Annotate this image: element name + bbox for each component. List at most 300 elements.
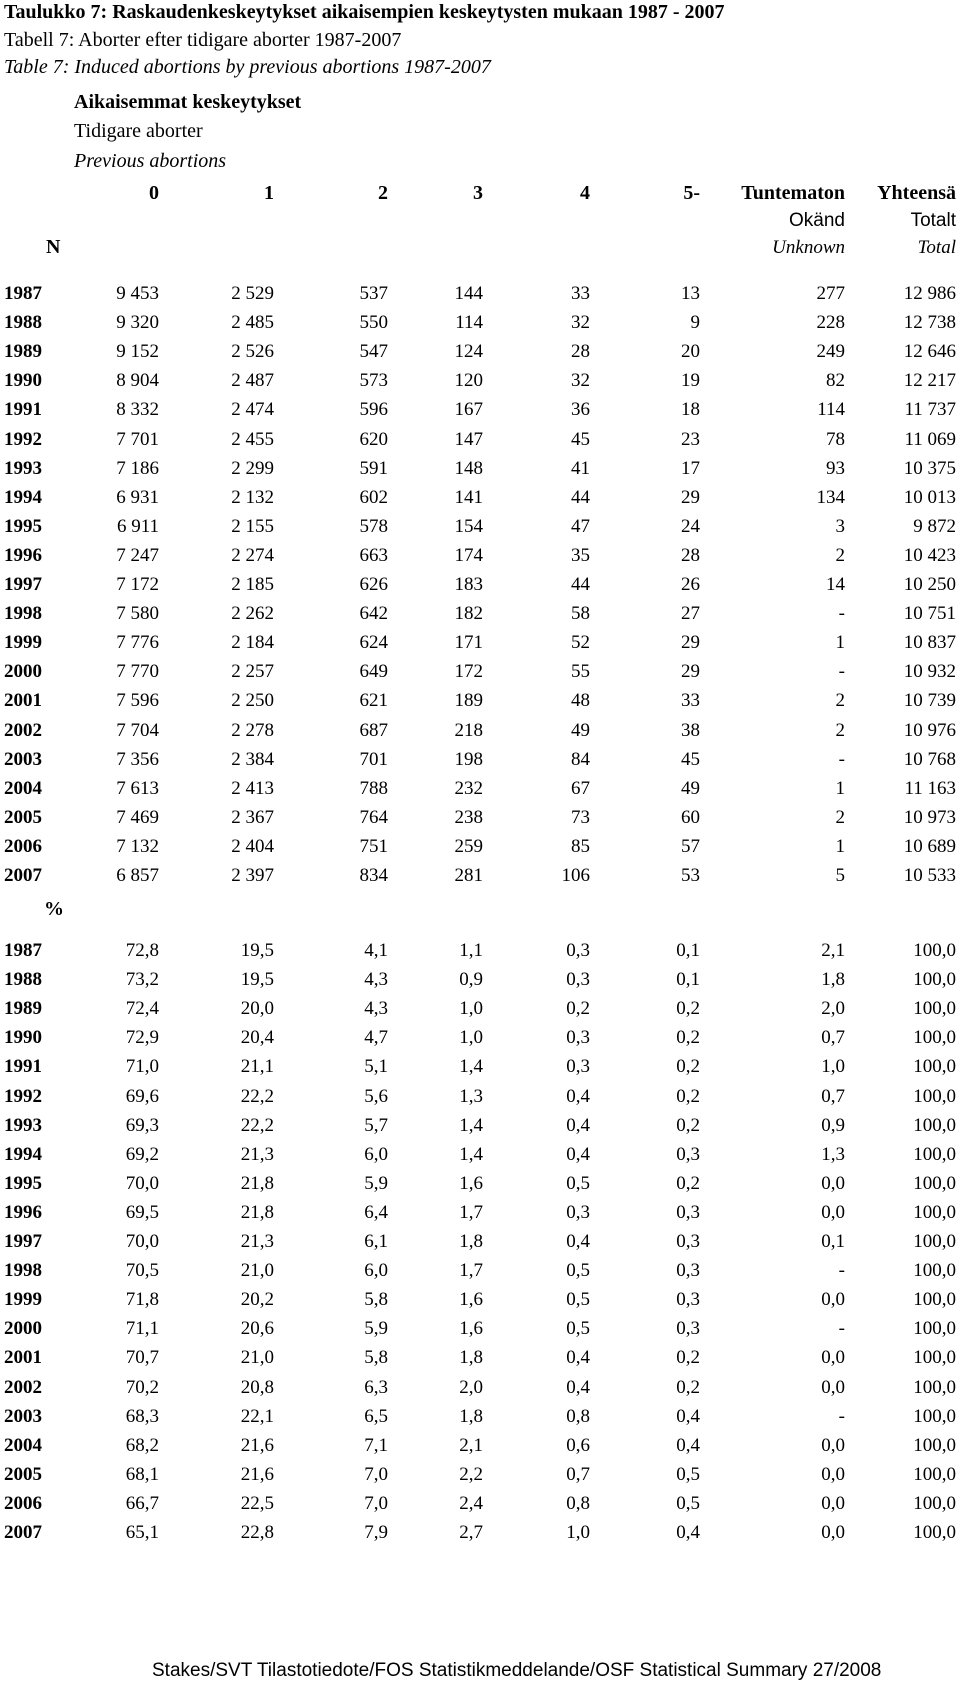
value-cell: 19,5 (240, 969, 274, 991)
year-cell: 1989 (4, 341, 42, 363)
value-cell: 277 (816, 283, 845, 304)
value-cell: 2,0 (459, 1376, 483, 1398)
value-cell: 41 (571, 457, 590, 479)
value-cell: 2 413 (231, 777, 274, 799)
table-row (0, 1347, 960, 1376)
value-cell: 69,5 (125, 1201, 159, 1223)
value-cell: 134 (816, 486, 845, 508)
table-row (0, 399, 960, 428)
value-cell: 52 (571, 632, 590, 654)
value-cell: - (838, 1260, 845, 1282)
value-cell: 7 776 (116, 632, 159, 654)
value-cell: 100,0 (913, 1376, 956, 1398)
table-row (0, 1056, 960, 1085)
year-cell: 1999 (4, 632, 42, 654)
value-cell: 198 (454, 748, 483, 770)
value-cell: 100,0 (913, 1260, 956, 1282)
value-cell: 7 580 (116, 603, 159, 625)
value-cell: 0,3 (566, 940, 590, 961)
year-cell: 2002 (4, 1376, 42, 1398)
value-cell: 9 (690, 312, 700, 334)
value-cell: 5 (835, 865, 845, 886)
year-cell: 1991 (4, 1056, 42, 1078)
year-cell: 1992 (4, 1085, 42, 1107)
value-cell: 6,1 (364, 1231, 388, 1252)
year-cell: 1988 (4, 969, 42, 991)
column-subheader-en (0, 237, 960, 265)
value-cell: 12 986 (903, 283, 956, 304)
value-cell: 49 (681, 777, 700, 799)
value-cell: 0,2 (676, 1114, 700, 1136)
column-header: 0 (149, 182, 159, 204)
value-cell: 0,3 (566, 1027, 590, 1049)
value-cell: 2 474 (231, 399, 274, 421)
value-cell: 69,3 (125, 1114, 159, 1136)
value-cell: 70,0 (125, 1231, 159, 1252)
value-cell: 0,7 (821, 1027, 845, 1049)
value-cell: 2,0 (821, 998, 845, 1020)
value-cell: 7,1 (364, 1434, 388, 1456)
value-cell: 0,2 (566, 998, 590, 1020)
value-cell: 2 (835, 690, 845, 712)
year-cell: 2006 (4, 1492, 42, 1514)
value-cell: 537 (359, 283, 388, 304)
value-cell: 174 (454, 544, 483, 566)
value-cell: 49 (571, 719, 590, 741)
table-row (0, 1086, 960, 1115)
value-cell: 2 (835, 806, 845, 828)
value-cell: 2,1 (821, 940, 845, 961)
table-row (0, 807, 960, 836)
value-cell: 2 397 (231, 865, 274, 886)
value-cell: 0,4 (566, 1143, 590, 1165)
value-cell: 1,3 (821, 1143, 845, 1165)
value-cell: 2 132 (231, 486, 274, 508)
value-cell: 5,8 (364, 1347, 388, 1369)
table-row (0, 865, 960, 894)
value-cell: 2,2 (459, 1463, 483, 1485)
value-cell: 19 (681, 370, 700, 392)
value-cell: 1 (835, 777, 845, 799)
value-cell: 106 (561, 865, 590, 886)
value-cell: 7 247 (116, 544, 159, 566)
value-cell: 71,0 (125, 1056, 159, 1078)
table-row (0, 1406, 960, 1435)
value-cell: 2 404 (231, 835, 274, 857)
table-row (0, 545, 960, 574)
value-cell: 0,3 (676, 1143, 700, 1165)
value-cell: 1,0 (459, 998, 483, 1020)
table-row (0, 312, 960, 341)
value-cell: 19,5 (240, 940, 274, 961)
group-header-fi: Aikaisemmat keskeytykset (74, 91, 302, 113)
value-cell: 29 (681, 632, 700, 654)
value-cell: 0,3 (676, 1231, 700, 1252)
value-cell: 167 (454, 399, 483, 421)
year-cell: 1994 (4, 486, 42, 508)
value-cell: 0,4 (676, 1405, 700, 1427)
value-cell: 1,4 (459, 1114, 483, 1136)
value-cell: 20,0 (240, 998, 274, 1020)
table-row (0, 1493, 960, 1522)
table-row (0, 603, 960, 632)
value-cell: 68,2 (125, 1434, 159, 1456)
value-cell: 10 837 (903, 632, 956, 654)
value-cell: 53 (681, 865, 700, 886)
year-cell: 1993 (4, 1114, 42, 1136)
year-cell: 1990 (4, 370, 42, 392)
value-cell: 1,6 (459, 1172, 483, 1194)
value-cell: 120 (454, 370, 483, 392)
value-cell: 7 469 (116, 806, 159, 828)
value-cell: 7 770 (116, 661, 159, 683)
value-cell: 0,4 (566, 1085, 590, 1107)
value-cell: 751 (359, 835, 388, 857)
column-header-total: Yhteensä (877, 182, 956, 204)
value-cell: 1,4 (459, 1143, 483, 1165)
table-row (0, 1289, 960, 1318)
year-cell: 2001 (4, 1347, 42, 1369)
value-cell: 7 186 (116, 457, 159, 479)
value-cell: 2 257 (231, 661, 274, 683)
value-cell: 1,0 (821, 1056, 845, 1078)
value-cell: 71,1 (125, 1318, 159, 1340)
table-row (0, 370, 960, 399)
value-cell: 73,2 (125, 969, 159, 991)
value-cell: 1,8 (459, 1405, 483, 1427)
value-cell: 68,1 (125, 1463, 159, 1485)
value-cell: 66,7 (125, 1492, 159, 1514)
table-row (0, 1464, 960, 1493)
value-cell: 0,2 (676, 1027, 700, 1049)
year-cell: 1996 (4, 544, 42, 566)
table-title-sv: Tabell 7: Aborter efter tidigare aborter 1987-2007 (4, 29, 402, 51)
value-cell: 6,5 (364, 1405, 388, 1427)
value-cell: 29 (681, 486, 700, 508)
value-cell: 0,8 (566, 1405, 590, 1427)
value-cell: 0,0 (821, 1434, 845, 1456)
value-cell: 0,3 (566, 1056, 590, 1078)
value-cell: 9 320 (116, 312, 159, 334)
value-cell: 249 (816, 341, 845, 363)
value-cell: 5,7 (364, 1114, 388, 1136)
value-cell: 1,8 (821, 969, 845, 991)
value-cell: 32 (571, 370, 590, 392)
value-cell: 182 (454, 603, 483, 625)
value-cell: 72,9 (125, 1027, 159, 1049)
value-cell: 20 (681, 341, 700, 363)
value-cell: 69,6 (125, 1085, 159, 1107)
value-cell: 0,4 (676, 1434, 700, 1456)
value-cell: 33 (681, 690, 700, 712)
value-cell: 141 (454, 486, 483, 508)
value-cell: 596 (359, 399, 388, 421)
value-cell: 6,3 (364, 1376, 388, 1398)
value-cell: 578 (359, 515, 388, 537)
value-cell: 687 (359, 719, 388, 741)
value-cell: - (838, 748, 845, 770)
value-cell: 0,4 (566, 1376, 590, 1398)
value-cell: 281 (454, 865, 483, 886)
value-cell: 0,2 (676, 1347, 700, 1369)
value-cell: 100,0 (913, 1434, 956, 1456)
value-cell: 6 911 (116, 515, 159, 537)
value-cell: 14 (826, 574, 845, 595)
value-cell: 2 299 (231, 457, 274, 479)
value-cell: 100,0 (913, 1114, 956, 1136)
table-row (0, 487, 960, 516)
value-cell: 701 (359, 748, 388, 770)
value-cell: 114 (817, 399, 845, 421)
column-header: 3 (473, 182, 483, 204)
value-cell: 0,3 (676, 1201, 700, 1223)
value-cell: 26 (681, 574, 700, 595)
value-cell: 7,0 (364, 1492, 388, 1514)
year-cell: 1990 (4, 1027, 42, 1049)
value-cell: 7,0 (364, 1463, 388, 1485)
value-cell: 27 (681, 603, 700, 625)
value-cell: 21,8 (240, 1201, 274, 1223)
value-cell: 259 (454, 835, 483, 857)
year-cell: 2000 (4, 1318, 42, 1340)
value-cell: 2 367 (231, 806, 274, 828)
section-label-percent: % (44, 898, 64, 920)
value-cell: 0,4 (566, 1114, 590, 1136)
year-cell: 1988 (4, 312, 42, 334)
value-cell: 48 (571, 690, 590, 712)
value-cell: 1,8 (459, 1231, 483, 1252)
value-cell: 1,4 (459, 1056, 483, 1078)
value-cell: 58 (571, 603, 590, 625)
value-cell: 124 (454, 341, 483, 363)
value-cell: 0,0 (821, 1522, 845, 1543)
value-cell: 7 356 (116, 748, 159, 770)
value-cell: 70,2 (125, 1376, 159, 1398)
table-row (0, 1027, 960, 1056)
table-row (0, 1318, 960, 1347)
value-cell: 0,3 (566, 1201, 590, 1223)
value-cell: 0,6 (566, 1434, 590, 1456)
table-row (0, 458, 960, 487)
year-cell: 1996 (4, 1201, 42, 1223)
value-cell: 100,0 (913, 969, 956, 991)
table-row (0, 1173, 960, 1202)
value-cell: 6,0 (364, 1143, 388, 1165)
value-cell: 12 738 (903, 312, 956, 334)
year-cell: 1989 (4, 998, 42, 1020)
table-row (0, 1435, 960, 1464)
value-cell: 60 (681, 806, 700, 828)
value-cell: 57 (681, 835, 700, 857)
value-cell: 69,2 (125, 1143, 159, 1165)
value-cell: 100,0 (913, 1463, 956, 1485)
table-row (0, 1522, 960, 1551)
column-subheader-unknown-sv: Okänd (789, 210, 845, 231)
value-cell: 0,2 (676, 1376, 700, 1398)
table-row (0, 1231, 960, 1260)
table-row (0, 690, 960, 719)
value-cell: 7 704 (116, 719, 159, 741)
value-cell: 100,0 (913, 1143, 956, 1165)
value-cell: 35 (571, 544, 590, 566)
value-cell: 7 172 (116, 574, 159, 595)
value-cell: 22,2 (240, 1114, 274, 1136)
value-cell: 4,3 (364, 969, 388, 991)
value-cell: 3 (835, 515, 845, 537)
value-cell: 602 (359, 486, 388, 508)
value-cell: 2 184 (231, 632, 274, 654)
table-row (0, 516, 960, 545)
value-cell: 10 423 (903, 544, 956, 566)
year-cell: 2006 (4, 835, 42, 857)
value-cell: 2 262 (231, 603, 274, 625)
value-cell: 21,0 (240, 1260, 274, 1282)
year-cell: 2000 (4, 661, 42, 683)
value-cell: 2 485 (231, 312, 274, 334)
value-cell: 29 (681, 661, 700, 683)
year-cell: 2002 (4, 719, 42, 741)
value-cell: 0,1 (676, 969, 700, 991)
year-cell: 1987 (4, 940, 42, 961)
value-cell: 7 132 (116, 835, 159, 857)
table-title-en: Table 7: Induced abortions by previous abortions 1987-2007 (4, 56, 491, 78)
value-cell: 22,5 (240, 1492, 274, 1514)
value-cell: 6,4 (364, 1201, 388, 1223)
group-header-en: Previous abortions (74, 150, 227, 172)
year-cell: 2005 (4, 806, 42, 828)
table-row (0, 283, 960, 312)
year-cell: 1987 (4, 283, 42, 304)
column-subheader-unknown-en: Unknown (772, 237, 845, 258)
value-cell: 21,6 (240, 1463, 274, 1485)
table-row (0, 940, 960, 969)
value-cell: 1,7 (459, 1201, 483, 1223)
value-cell: 218 (454, 719, 483, 741)
year-cell: 2007 (4, 865, 42, 886)
value-cell: 20,2 (240, 1289, 274, 1311)
value-cell: - (838, 1405, 845, 1427)
value-cell: 1,0 (566, 1522, 590, 1543)
year-cell: 1995 (4, 515, 42, 537)
value-cell: 0,5 (566, 1289, 590, 1311)
year-cell: 2007 (4, 1522, 42, 1543)
value-cell: 100,0 (913, 998, 956, 1020)
value-cell: 550 (359, 312, 388, 334)
section-label-n: N (46, 236, 61, 258)
value-cell: 17 (681, 457, 700, 479)
value-cell: 626 (359, 574, 388, 595)
value-cell: 100,0 (913, 1522, 956, 1543)
table-row (0, 778, 960, 807)
value-cell: 2 278 (231, 719, 274, 741)
value-cell: 45 (681, 748, 700, 770)
column-header: 5- (683, 182, 700, 204)
value-cell: 100,0 (913, 1201, 956, 1223)
value-cell: 0,0 (821, 1492, 845, 1514)
value-cell: 154 (454, 515, 483, 537)
value-cell: 2 487 (231, 370, 274, 392)
value-cell: 9 453 (116, 283, 159, 304)
value-cell: 0,0 (821, 1463, 845, 1485)
table-row (0, 969, 960, 998)
value-cell: 5,6 (364, 1085, 388, 1107)
year-cell: 2003 (4, 748, 42, 770)
value-cell: 12 646 (903, 341, 956, 363)
value-cell: 2,1 (459, 1434, 483, 1456)
value-cell: 5,9 (364, 1318, 388, 1340)
value-cell: 642 (359, 603, 388, 625)
value-cell: 11 163 (904, 777, 956, 799)
value-cell: 0,2 (676, 998, 700, 1020)
value-cell: 82 (826, 370, 845, 392)
value-cell: 6,0 (364, 1260, 388, 1282)
value-cell: 45 (571, 428, 590, 450)
value-cell: 0,5 (566, 1260, 590, 1282)
table-row (0, 720, 960, 749)
table-row (0, 836, 960, 865)
value-cell: 0,3 (676, 1289, 700, 1311)
value-cell: 232 (454, 777, 483, 799)
column-subheader-total-en: Total (917, 237, 956, 258)
value-cell: 1,6 (459, 1289, 483, 1311)
value-cell: 5,1 (364, 1056, 388, 1078)
value-cell: 1,1 (459, 940, 483, 961)
value-cell: 93 (826, 457, 845, 479)
value-cell: 100,0 (913, 1056, 956, 1078)
value-cell: 0,0 (821, 1172, 845, 1194)
value-cell: 147 (454, 428, 483, 450)
value-cell: 171 (454, 632, 483, 654)
value-cell: 0,7 (821, 1085, 845, 1107)
value-cell: 620 (359, 428, 388, 450)
value-cell: 624 (359, 632, 388, 654)
value-cell: 13 (681, 283, 700, 304)
value-cell: 10 375 (903, 457, 956, 479)
column-header-unknown: Tuntematon (741, 182, 845, 204)
value-cell: 0,1 (676, 940, 700, 961)
value-cell: 2 185 (231, 574, 274, 595)
value-cell: 228 (816, 312, 845, 334)
column-subheader-total-sv: Totalt (910, 210, 956, 231)
year-cell: 2003 (4, 1405, 42, 1427)
value-cell: 9 872 (913, 515, 956, 537)
table-row (0, 998, 960, 1027)
value-cell: 0,4 (676, 1522, 700, 1543)
value-cell: 10 250 (903, 574, 956, 595)
value-cell: 1 (835, 632, 845, 654)
value-cell: 22,1 (240, 1405, 274, 1427)
value-cell: 0,0 (821, 1201, 845, 1223)
value-cell: 11 737 (904, 399, 956, 421)
value-cell: - (838, 1318, 845, 1340)
value-cell: 23 (681, 428, 700, 450)
value-cell: 10 751 (903, 603, 956, 625)
value-cell: 2 (835, 544, 845, 566)
value-cell: 1,3 (459, 1085, 483, 1107)
year-cell: 1991 (4, 399, 42, 421)
value-cell: 100,0 (913, 1172, 956, 1194)
value-cell: 28 (571, 341, 590, 363)
column-header: 1 (264, 182, 274, 204)
value-cell: 5,9 (364, 1172, 388, 1194)
year-cell: 1993 (4, 457, 42, 479)
value-cell: 1,6 (459, 1318, 483, 1340)
value-cell: 10 768 (903, 748, 956, 770)
year-cell: 2004 (4, 777, 42, 799)
value-cell: 2 529 (231, 283, 274, 304)
value-cell: 100,0 (913, 1347, 956, 1369)
value-cell: 172 (454, 661, 483, 683)
